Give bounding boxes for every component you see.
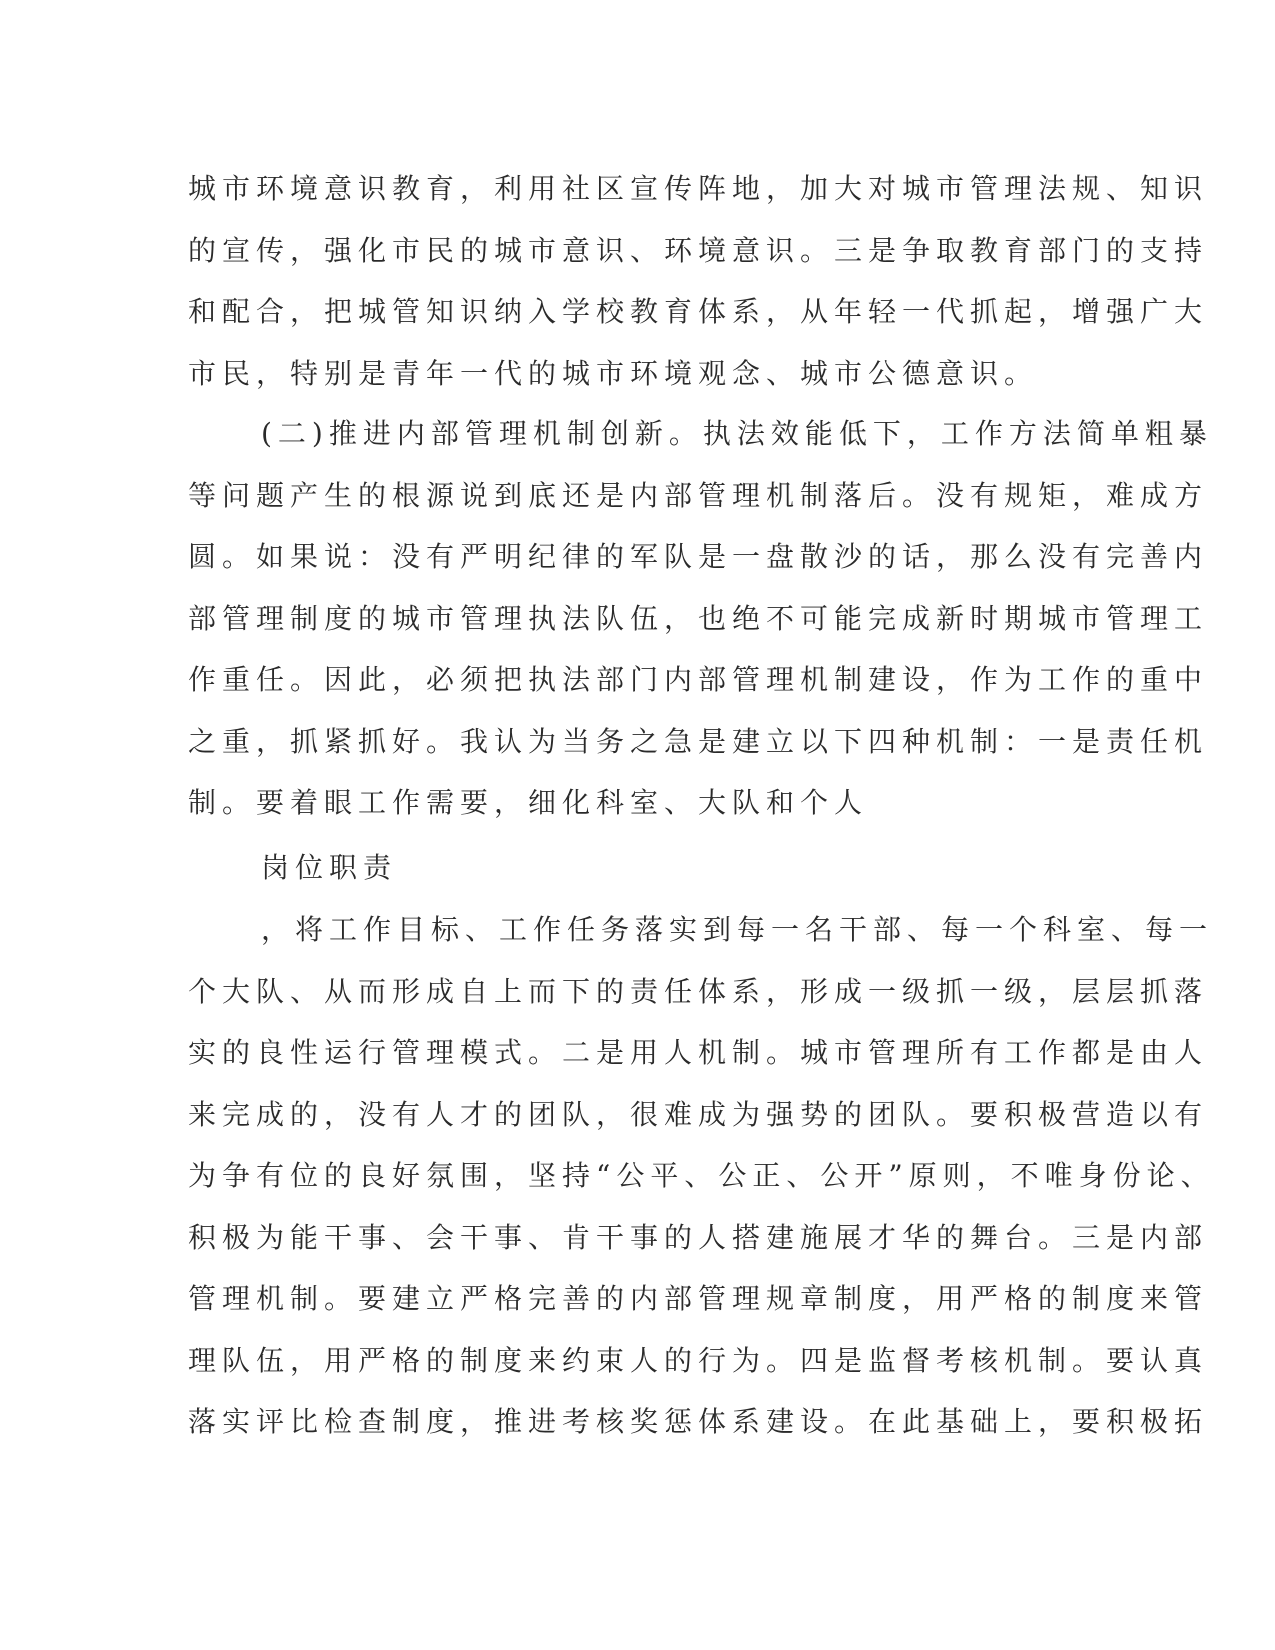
text-line: 为争有位的良好氛围，坚持“公平、公正、公开”原则，不唯身份论、: [188, 1159, 1215, 1192]
text-line: 管理机制。要建立严格完善的内部管理规章制度，用严格的制度来管: [188, 1282, 1209, 1315]
text-line: 之重，抓紧抓好。我认为当务之急是建立以下四种机制：一是责任机: [188, 724, 1209, 758]
paragraph-internal-management: [188, 403, 1213, 834]
text-line: 落实评比检查制度，推进考核奖惩体系建设。在此基础上，要积极拓: [188, 1405, 1209, 1438]
text-line: 作重任。因此，必须把执法部门内部管理机制建设，作为工作的重中: [188, 663, 1209, 696]
paragraph-mechanisms: [188, 899, 1215, 1453]
text-line: 岗位职责: [261, 851, 398, 884]
text-line: 圆。如果说：没有严明纪律的军队是一盘散沙的话，那么没有完善内: [188, 540, 1209, 573]
text-line: 等问题产生的根源说到底还是内部管理机制落后。没有规矩，难成方: [188, 478, 1209, 512]
paragraph-post-duties: [188, 837, 1068, 899]
text-line: 制。要着眼工作需要，细化科室、大队和个人: [188, 786, 869, 819]
text-line: 来完成的，没有人才的团队，很难成为强势的团队。要积极营造以有: [188, 1097, 1209, 1131]
text-line: 理队伍，用严格的制度来约束人的行为。四是监督考核机制。要认真: [188, 1343, 1209, 1377]
text-line: 部管理制度的城市管理执法队伍，也绝不可能完成新时期城市管理工: [188, 601, 1209, 635]
text-line: 个大队、从而形成自上而下的责任体系，形成一级抓一级，层层抓落: [188, 974, 1209, 1008]
text-line: ，将工作目标、工作任务落实到每一名干部、每一个科室、每一: [261, 913, 1214, 946]
paragraph-city-awareness: [188, 158, 1209, 404]
text-line: 实的良性运行管理模式。二是用人机制。城市管理所有工作都是由人: [188, 1036, 1209, 1069]
text-line: 市民，特别是青年一代的城市环境观念、城市公德意识。: [188, 356, 1039, 390]
text-line: 城市环境意识教育，利用社区宣传阵地，加大对城市管理法规、知识: [188, 172, 1209, 205]
text-line: (二)推进内部管理机制创新。执法效能低下，工作方法简单粗暴: [261, 417, 1213, 450]
text-line: 的宣传，强化市民的城市意识、环境意识。三是争取教育部门的支持: [188, 233, 1209, 267]
text-line: 和配合，把城管知识纳入学校教育体系，从年轻一代抓起，增强广大: [188, 295, 1209, 328]
text-line: 积极为能干事、会干事、肯干事的人搭建施展才华的舞台。三是内部: [188, 1220, 1209, 1254]
